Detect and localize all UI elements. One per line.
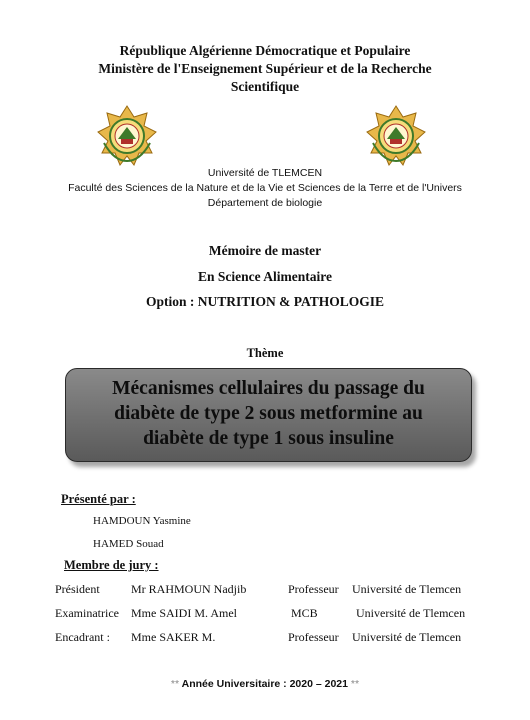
university-name: Université de TLEMCEN — [207, 167, 323, 179]
jury-institution: Université de Tlemcen — [352, 582, 462, 596]
memoire-option: Option : NUTRITION & PATHOLOGIE — [145, 294, 385, 309]
theme-title-line: Mécanismes cellulaires du passage du — [112, 378, 425, 399]
jury-member-name: Mme SAKER M. — [131, 630, 216, 644]
memoire-type: Mémoire de master — [208, 243, 322, 258]
university-emblem-icon — [94, 103, 160, 169]
university-emblem-icon — [363, 103, 429, 169]
academic-year — [0, 678, 530, 690]
footer-stars: ** — [350, 678, 360, 690]
student-name: HAMED Souad — [93, 538, 164, 550]
footer-stars: ** — [170, 678, 180, 690]
memoire-field: En Science Alimentaire — [198, 269, 332, 284]
jury-member-name: Mme SAIDI M. Amel — [131, 606, 237, 620]
theme-label: Thème — [246, 346, 284, 360]
header-ministry: Ministère de l'Enseignement Supérieur et de la Recherche — [98, 61, 432, 76]
jury-role: Examinatrice — [55, 606, 119, 620]
jury-role: Encadrant : — [55, 630, 110, 644]
header-republic: République Algérienne Démocratique et Populaire — [119, 43, 411, 58]
jury-member-name: Mr RAHMOUN Nadjib — [131, 582, 247, 596]
jury-role: Président — [55, 582, 100, 596]
jury-institution: Université de Tlemcen — [356, 606, 466, 620]
department-name: Département de biologie — [207, 197, 323, 209]
student-name: HAMDOUN Yasmine — [93, 515, 191, 527]
theme-title-line: diabète de type 1 sous insuline — [143, 428, 394, 449]
jury-grade: Professeur — [288, 582, 339, 596]
theme-title-line: diabète de type 2 sous metformine au — [114, 403, 423, 424]
jury-label: Membre de jury : — [64, 558, 159, 572]
jury-grade: Professeur — [288, 630, 339, 644]
faculty-name: Faculté des Sciences de la Nature et de la Vie et Sciences de la Terre et de l'Univers — [68, 182, 462, 194]
theme-title-box — [65, 368, 472, 462]
header-scientific: Scientifique — [230, 79, 300, 94]
academic-year-text: Année Universitaire : 2020 – 2021 — [181, 678, 348, 690]
presented-by-label: Présenté par : — [61, 492, 136, 506]
jury-institution: Université de Tlemcen — [352, 630, 462, 644]
jury-grade: MCB — [291, 606, 318, 620]
